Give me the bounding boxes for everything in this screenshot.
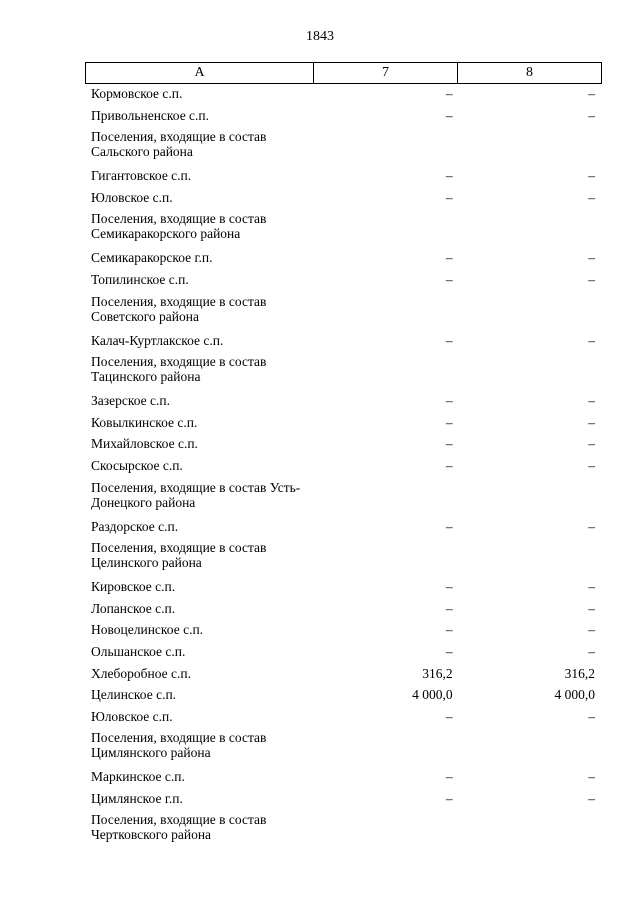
table-row (85, 127, 601, 166)
row-name: Михайловское с.п. (91, 436, 198, 452)
row-value-col-7: – (445, 271, 453, 287)
header-col-a: А (86, 63, 314, 84)
row-value-col-7: – (445, 86, 453, 101)
table-row (85, 767, 601, 789)
row-name: Ковылкинское с.п. (91, 414, 198, 430)
table-row (85, 577, 601, 599)
row-name: Кормовское с.п. (91, 86, 183, 101)
row-name: Маркинское с.п. (91, 769, 185, 785)
table-row (85, 538, 601, 577)
row-name: Новоцелинское с.п. (91, 622, 204, 638)
row-name: Привольненское с.п. (91, 107, 210, 123)
row-value-col-8: – (588, 189, 595, 205)
row-name: Поселения, входящие в состав Цимлянского района (91, 730, 267, 761)
row-value-col-7: – (445, 332, 453, 348)
row-value-col-7: – (445, 622, 453, 638)
row-value-col-8: – (588, 600, 595, 616)
table-row (85, 517, 601, 539)
table-row (85, 270, 601, 292)
row-value-col-8: – (588, 643, 595, 659)
row-value-col-8: – (588, 708, 595, 724)
table-row (85, 642, 601, 664)
row-value-col-7: – (445, 414, 453, 430)
table-row (85, 391, 601, 413)
row-value-col-7: 316,2 (422, 665, 453, 681)
row-value-col-8: – (588, 250, 595, 266)
row-value-col-8: – (588, 168, 595, 184)
table-row (85, 188, 601, 210)
table-row (85, 728, 601, 767)
row-value-col-8: 4 000,0 (554, 687, 595, 703)
row-value-col-7: 4 000,0 (412, 687, 453, 703)
table-row (85, 685, 601, 707)
table-row (85, 106, 601, 128)
row-name: Раздорское с.п. (91, 518, 179, 534)
row-name: Кировское с.п. (91, 579, 176, 595)
page-number: 1843 (306, 29, 334, 44)
row-value-col-7: – (445, 790, 453, 806)
row-value-col-8: – (588, 107, 595, 123)
row-value-col-7: – (445, 579, 453, 595)
row-name: Поселения, входящие в состав Семикаракорского района (91, 211, 267, 242)
row-name: Лопанское с.п. (91, 600, 176, 616)
table-row (85, 209, 601, 248)
row-value-col-8: – (588, 86, 595, 101)
row-value-col-8: – (588, 457, 595, 473)
row-value-col-8: – (588, 579, 595, 595)
row-name: Поселения, входящие в состав Целинского района (91, 540, 267, 571)
row-value-col-8: – (588, 332, 595, 348)
row-value-col-8: – (588, 393, 595, 409)
row-name: Юловское с.п. (91, 189, 173, 205)
row-value-col-8: 316,2 (564, 665, 595, 681)
row-name: Хлеборобное с.п. (91, 665, 191, 681)
row-value-col-7: – (445, 393, 453, 409)
table-row (85, 84, 601, 106)
table-row (85, 434, 601, 456)
row-name: Ольшанское с.п. (91, 643, 186, 659)
row-value-col-7: – (445, 643, 453, 659)
row-name: Скосырское с.п. (91, 457, 183, 473)
row-value-col-7: – (445, 708, 453, 724)
table-row (85, 478, 601, 517)
table-row (85, 331, 601, 353)
row-value-col-8: – (588, 414, 595, 430)
row-value-col-7: – (445, 250, 453, 266)
row-value-col-7: – (445, 107, 453, 123)
table-row (85, 456, 601, 478)
row-name: Юловское с.п. (91, 708, 173, 724)
table-row (85, 166, 601, 188)
table-row (85, 664, 601, 686)
row-name: Топилинское с.п. (91, 271, 189, 287)
row-name: Целинское с.п. (91, 687, 177, 703)
table-row (85, 248, 601, 270)
row-name: Поселения, входящие в состав Усть-Донецкого района (91, 479, 301, 510)
row-value-col-7: – (445, 769, 453, 785)
table-body (85, 84, 601, 849)
row-value-col-7: – (445, 600, 453, 616)
header-col-7: 7 (314, 63, 458, 84)
row-value-col-8: – (588, 622, 595, 638)
table-row (85, 810, 601, 849)
row-value-col-8: – (588, 271, 595, 287)
row-name: Зазерское с.п. (91, 393, 170, 409)
row-name: Гигантовское с.п. (91, 168, 192, 184)
table-row (85, 292, 601, 331)
row-value-col-8: – (588, 436, 595, 452)
row-value-col-7: – (445, 518, 453, 534)
row-name: Поселения, входящие в состав Сальского района (91, 129, 267, 160)
row-name: Поселения, входящие в состав Чертковского района (91, 812, 267, 843)
row-name: Поселения, входящие в состав Тацинского района (91, 354, 267, 385)
table-header (85, 62, 602, 84)
table-row (85, 620, 601, 642)
header-col-8: 8 (458, 63, 602, 84)
table-row (85, 707, 601, 729)
row-name: Поселения, входящие в состав Советского района (91, 293, 267, 324)
row-value-col-8: – (588, 790, 595, 806)
row-value-col-8: – (588, 518, 595, 534)
table-row (85, 413, 601, 435)
row-name: Калач-Куртлакское с.п. (91, 332, 224, 348)
row-value-col-8: – (588, 769, 595, 785)
table-row (85, 789, 601, 811)
row-name: Цимлянское г.п. (91, 790, 183, 806)
table-row (85, 599, 601, 621)
table-row (85, 352, 601, 391)
row-value-col-7: – (445, 168, 453, 184)
row-value-col-7: – (445, 457, 453, 473)
row-value-col-7: – (445, 189, 453, 205)
row-name: Семикаракорское г.п. (91, 250, 213, 266)
row-value-col-7: – (445, 436, 453, 452)
